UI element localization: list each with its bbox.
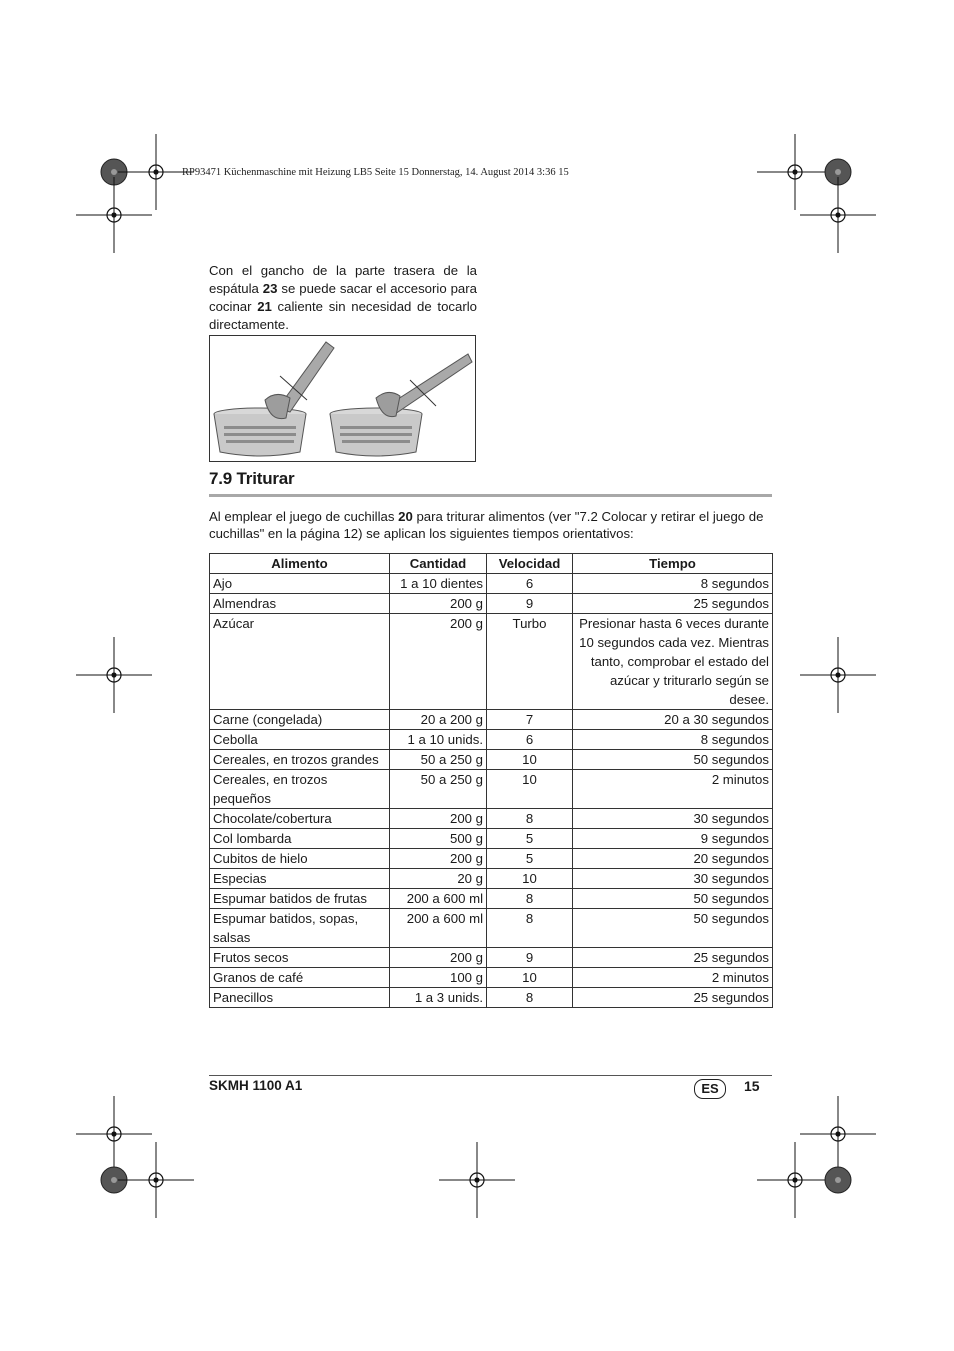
cell-time: 50 segundos: [573, 750, 773, 770]
cell-speed: 8: [487, 889, 573, 909]
cell-quantity: 1 a 10 dientes: [390, 574, 487, 594]
cell-speed: 9: [487, 594, 573, 614]
cell-quantity: 50 a 250 g: [390, 750, 487, 770]
intro-text: se puede sacar el accesorio para cocinar: [209, 281, 477, 314]
cell-time: 50 segundos: [573, 909, 773, 948]
language-badge: ES: [694, 1079, 726, 1099]
cell-time: 25 segundos: [573, 948, 773, 968]
cell-quantity: 50 a 250 g: [390, 770, 487, 809]
cell-time: 2 minutos: [573, 968, 773, 988]
column-header-speed: Velocidad: [487, 554, 573, 574]
cell-time: 25 segundos: [573, 988, 773, 1008]
cell-food: Col lombarda: [210, 829, 390, 849]
crosshair-mark-icon: [76, 1096, 152, 1172]
cell-speed: Turbo: [487, 614, 573, 710]
model-number: SKMH 1100 A1: [209, 1078, 303, 1093]
page-number: 15: [744, 1078, 760, 1094]
table-row: [210, 968, 773, 988]
cell-time: 30 segundos: [573, 809, 773, 829]
cell-speed: 10: [487, 869, 573, 889]
part-number: 20: [398, 509, 413, 524]
crosshair-mark-icon: [439, 1142, 515, 1218]
table-row: [210, 829, 773, 849]
table-row: [210, 770, 773, 809]
crosshair-mark-icon: [76, 177, 152, 253]
cell-time: 20 a 30 segundos: [573, 710, 773, 730]
section-divider: [209, 494, 772, 497]
cell-quantity: 1 a 3 unids.: [390, 988, 487, 1008]
cell-quantity: 1 a 10 unids.: [390, 730, 487, 750]
cell-quantity: 200 g: [390, 948, 487, 968]
cell-time: 2 minutos: [573, 770, 773, 809]
crosshair-mark-icon: [800, 177, 876, 253]
crosshair-mark-icon: [76, 637, 152, 713]
cell-food: Chocolate/cobertura: [210, 809, 390, 829]
table-row: [210, 809, 773, 829]
cell-speed: 8: [487, 809, 573, 829]
table-row: [210, 909, 773, 948]
cell-quantity: 20 a 200 g: [390, 710, 487, 730]
table-row: [210, 710, 773, 730]
cell-quantity: 200 g: [390, 594, 487, 614]
spatula-basket-illustration-icon: [210, 336, 475, 461]
part-number: 21: [257, 299, 272, 314]
column-header-food: Alimento: [210, 554, 390, 574]
cell-time: 20 segundos: [573, 849, 773, 869]
table-row: [210, 574, 773, 594]
crosshair-mark-icon: [118, 1142, 194, 1218]
crosshair-mark-icon: [757, 134, 833, 210]
cell-quantity: 200 g: [390, 614, 487, 710]
cell-food: Panecillos: [210, 988, 390, 1008]
table-body: [210, 574, 773, 1008]
cell-food: Espumar batidos de frutas: [210, 889, 390, 909]
table-row: [210, 849, 773, 869]
footer-divider: [209, 1075, 772, 1076]
cell-time: 30 segundos: [573, 869, 773, 889]
cell-time: 8 segundos: [573, 574, 773, 594]
part-number: 23: [262, 281, 278, 296]
table-row: [210, 730, 773, 750]
cell-food: Carne (congelada): [210, 710, 390, 730]
cell-quantity: 100 g: [390, 968, 487, 988]
table-row: [210, 614, 773, 710]
rosette-mark-icon: [825, 1167, 851, 1193]
cell-food: Cubitos de hielo: [210, 849, 390, 869]
cell-speed: 8: [487, 909, 573, 948]
crosshair-mark-icon: [800, 637, 876, 713]
cell-speed: 10: [487, 968, 573, 988]
crosshair-mark-icon: [757, 1142, 833, 1218]
intro-paragraph: [209, 262, 477, 334]
section-title: 7.9 Triturar: [209, 469, 295, 488]
spatula-basket-figure: [209, 335, 476, 462]
cell-time: Presionar hasta 6 veces durante 10 segundos cada vez. Mientras tanto, comprobar el estado del azúcar y triturarlo según se desee.: [573, 614, 773, 710]
cell-speed: 10: [487, 770, 573, 809]
cell-speed: 6: [487, 730, 573, 750]
cell-food: Ajo: [210, 574, 390, 594]
cell-speed: 5: [487, 829, 573, 849]
cell-food: Cebolla: [210, 730, 390, 750]
cell-quantity: 200 a 600 ml: [390, 909, 487, 948]
cell-food: Frutos secos: [210, 948, 390, 968]
cell-speed: 9: [487, 948, 573, 968]
table-row: [210, 889, 773, 909]
cell-quantity: 200 g: [390, 809, 487, 829]
intro-text: caliente sin necesidad de tocarlo directamente.: [209, 299, 477, 332]
cell-food: Cereales, en trozos pequeños: [210, 770, 390, 809]
table-header-row: [210, 554, 773, 574]
cell-food: Cereales, en trozos grandes: [210, 750, 390, 770]
cell-time: 9 segundos: [573, 829, 773, 849]
column-header-quantity: Cantidad: [390, 554, 487, 574]
crosshair-mark-icon: [800, 1096, 876, 1172]
cell-speed: 5: [487, 849, 573, 869]
table-row: [210, 750, 773, 770]
cell-time: 50 segundos: [573, 889, 773, 909]
cell-food: Espumar batidos, sopas, salsas: [210, 909, 390, 948]
cell-speed: 8: [487, 988, 573, 1008]
cell-food: Granos de café: [210, 968, 390, 988]
cell-quantity: 500 g: [390, 829, 487, 849]
cell-speed: 10: [487, 750, 573, 770]
cell-food: Azúcar: [210, 614, 390, 710]
cell-food: Almendras: [210, 594, 390, 614]
cell-speed: 7: [487, 710, 573, 730]
table-row: [210, 594, 773, 614]
cell-speed: 6: [487, 574, 573, 594]
cell-time: 8 segundos: [573, 730, 773, 750]
cell-quantity: 200 g: [390, 849, 487, 869]
table-row: [210, 948, 773, 968]
print-header: RP93471 Küchenmaschine mit Heizung LB5 Seite 15 Donnerstag, 14. August 2014 3:36 15: [182, 167, 569, 178]
section-text: para triturar alimentos (ver "7.2 Colocar y retirar el juego de cuchillas" en la página 12) se aplican los siguientes tiempos orientativos:: [209, 509, 764, 541]
column-header-time: Tiempo: [573, 554, 773, 574]
section-paragraph: [209, 508, 772, 542]
cell-food: Especias: [210, 869, 390, 889]
section-text: Al emplear el juego de cuchillas: [209, 509, 399, 524]
intro-text: Con el gancho de la parte trasera de la espátula: [209, 263, 477, 296]
cell-quantity: 200 a 600 ml: [390, 889, 487, 909]
table-row: [210, 869, 773, 889]
table-row: [210, 988, 773, 1008]
cell-quantity: 20 g: [390, 869, 487, 889]
chopping-times-table: [209, 553, 773, 1008]
cell-time: 25 segundos: [573, 594, 773, 614]
